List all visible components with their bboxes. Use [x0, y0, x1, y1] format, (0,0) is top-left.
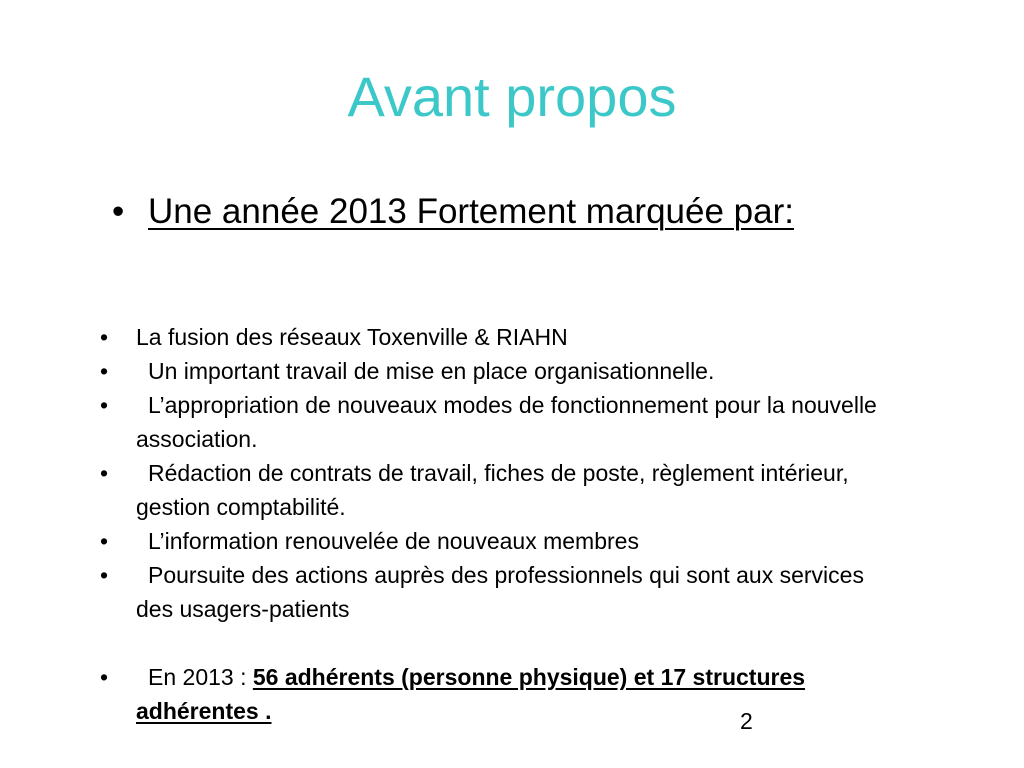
page-number: 2 — [740, 708, 753, 734]
bullet-icon: • — [100, 562, 109, 588]
list-item — [100, 388, 900, 456]
list-item-text: Un important travail de mise en place organisationnelle. — [148, 358, 715, 384]
bullet-icon: • — [100, 392, 109, 418]
summary-item — [100, 660, 900, 728]
slide-title: Avant propos — [347, 65, 677, 128]
list-item-text: L’appropriation de nouveaux modes de fonctionnement pour la nouvelle association. — [136, 392, 877, 452]
list-item — [100, 320, 900, 354]
section-heading — [112, 188, 794, 236]
list-item — [100, 524, 900, 558]
bullet-icon: • — [100, 358, 109, 384]
bullet-icon: • — [100, 460, 109, 486]
bullet-icon: • — [112, 192, 125, 231]
bullet-icon: • — [100, 324, 109, 350]
bullet-list — [100, 320, 900, 728]
list-item-text: L’information renouvelée de nouveaux membres — [148, 528, 639, 554]
list-spacer — [100, 626, 900, 660]
list-item — [100, 456, 900, 524]
summary-highlight: 56 adhérents (personne physique) et 17 structures adhérentes . — [136, 664, 806, 724]
list-item — [100, 558, 900, 626]
section-heading-text: Une année 2013 Fortement marquée par: — [148, 192, 794, 231]
list-item-text: Rédaction de contrats de travail, fiches de poste, règlement intérieur, gestion comptabilité. — [136, 460, 849, 520]
bullet-icon: • — [100, 664, 109, 690]
bullet-icon: • — [100, 528, 109, 554]
list-item-text: Poursuite des actions auprès des professionnels qui sont aux services des usagers-patients — [136, 562, 864, 622]
summary-prefix: En 2013 : — [148, 664, 253, 690]
list-item-text: La fusion des réseaux Toxenville & RIAHN — [136, 324, 568, 350]
list-item — [100, 354, 900, 388]
